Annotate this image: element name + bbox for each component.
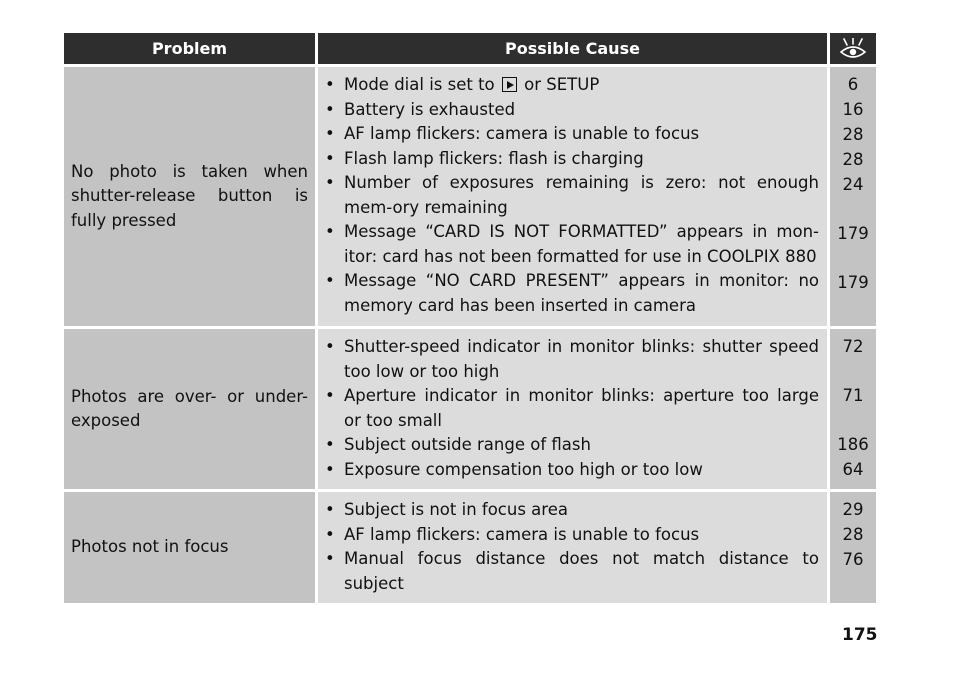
cause-item: • Aperture indicator in monitor blinks: aperture too large or too small xyxy=(318,384,827,433)
cause-list xyxy=(318,498,827,596)
page-ref: 179 xyxy=(837,224,869,243)
page-ref: 76 xyxy=(842,550,864,569)
cause-cell xyxy=(318,329,827,489)
cause-item: • Manual focus distance does not match distance to subject xyxy=(318,547,827,596)
cause-item: • Number of exposures remaining is zero: not enough mem-ory remaining xyxy=(318,171,827,220)
cause-item: • Battery is exhausted xyxy=(318,98,827,123)
cause-item: • Flash lamp flickers: flash is charging xyxy=(318,147,827,172)
page-ref: 64 xyxy=(842,460,864,479)
cause-item: • Message “NO CARD PRESENT” appears in monitor: no memory card has been inserted in camera xyxy=(318,269,827,318)
table-row xyxy=(64,492,876,603)
cause-cell xyxy=(318,492,827,603)
cause-item: • Message “CARD IS NOT FORMATTED” appears in mon-itor: card has not been formatted for use in COOLPIX 880 xyxy=(318,220,827,269)
problem-text: Photos not in focus xyxy=(71,537,229,557)
eye-icon xyxy=(839,38,867,60)
playback-mode-icon xyxy=(502,77,517,92)
cause-item: • Exposure compensation too high or too low xyxy=(318,458,827,483)
page-ref: 29 xyxy=(842,500,864,519)
page-ref: 179 xyxy=(837,273,869,292)
table-header xyxy=(64,33,876,64)
page-number: 175 xyxy=(842,625,878,645)
problem-cell xyxy=(64,329,315,489)
page-ref: 16 xyxy=(842,100,864,119)
cause-item: • Subject outside range of flash xyxy=(318,433,827,458)
problem-cell xyxy=(64,492,315,603)
page-ref-cell xyxy=(830,329,876,489)
page-ref: 24 xyxy=(842,175,864,194)
header-problem: Problem xyxy=(64,33,315,64)
header-possible-cause: Possible Cause xyxy=(318,33,827,64)
cause-text: or SETUP xyxy=(518,75,600,94)
page-ref: 28 xyxy=(842,150,864,169)
page-ref-cell xyxy=(830,492,876,603)
cause-item: • AF lamp flickers: camera is unable to focus xyxy=(318,523,827,548)
table-row xyxy=(64,67,876,326)
page-ref: 186 xyxy=(837,435,869,454)
page-ref: 71 xyxy=(842,386,864,405)
page-ref: 28 xyxy=(842,125,864,144)
troubleshooting-table xyxy=(64,33,876,606)
cause-item xyxy=(318,73,827,98)
cause-list xyxy=(318,335,827,482)
page-ref: 28 xyxy=(842,525,864,544)
cause-item: • Subject is not in focus area xyxy=(318,498,827,523)
page-ref-cell xyxy=(830,67,876,326)
problem-text: Photos are over- or under-exposed xyxy=(71,386,308,430)
cause-list xyxy=(318,73,827,318)
header-page-ref xyxy=(830,33,876,64)
page-ref: 6 xyxy=(847,75,859,94)
cause-text: Mode dial is set to xyxy=(344,75,500,94)
page-ref: 72 xyxy=(842,337,864,356)
cause-item: • AF lamp flickers: camera is unable to focus xyxy=(318,122,827,147)
cause-cell xyxy=(318,67,827,326)
problem-text: No photo is taken when shutter-release button is fully pressed xyxy=(71,161,308,230)
table-row xyxy=(64,329,876,489)
problem-cell xyxy=(64,67,315,326)
cause-item: • Shutter-speed indicator in monitor blinks: shutter speed too low or too high xyxy=(318,335,827,384)
